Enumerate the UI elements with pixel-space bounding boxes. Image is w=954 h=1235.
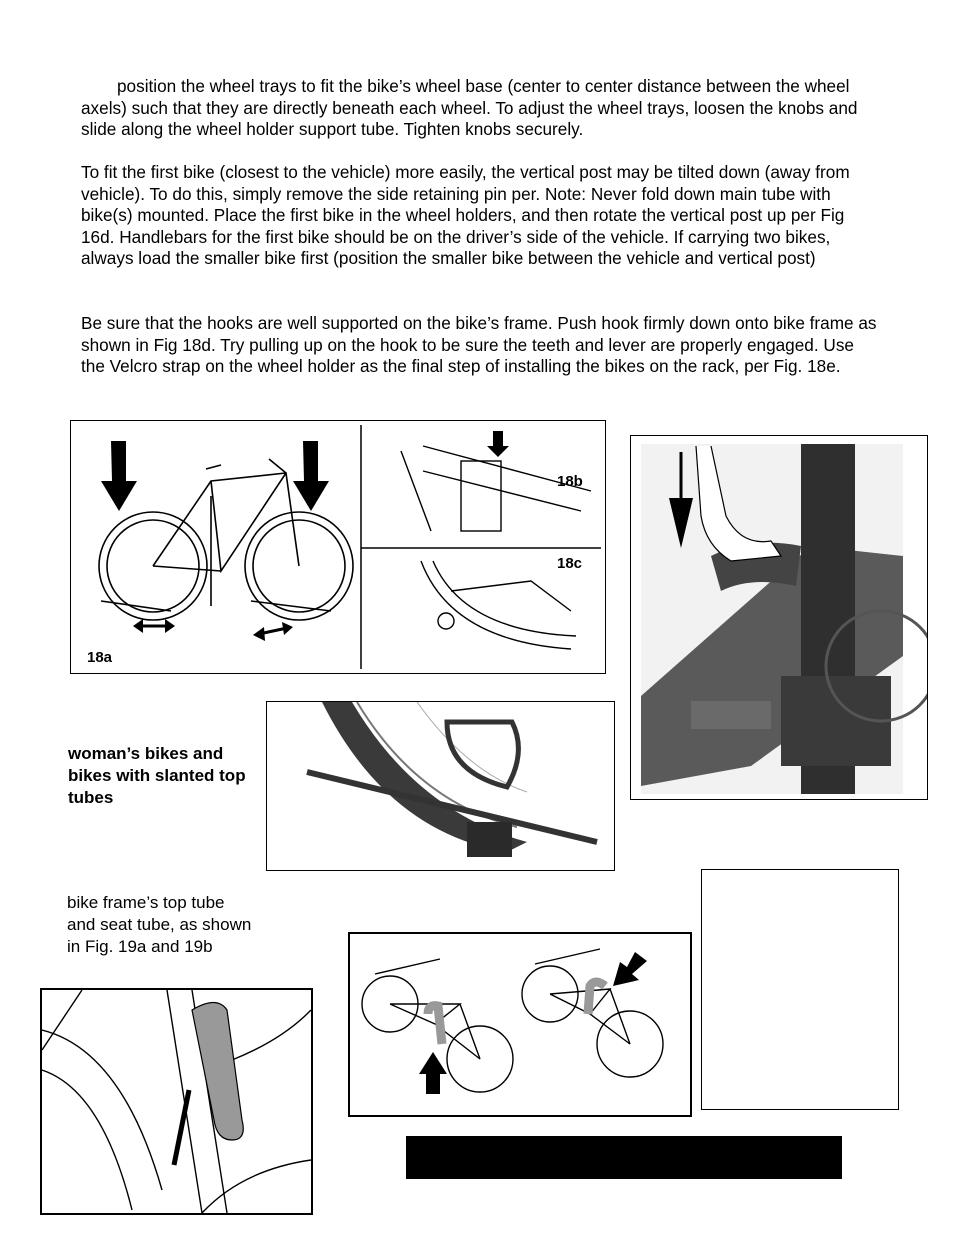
label-frame-tubes: bike frame’s top tube and seat tube, as shown in Fig. 19a and 19b: [67, 893, 252, 956]
figure-18-panel: [70, 420, 606, 674]
photo-wheel-illustration: [267, 702, 614, 870]
paragraph-hooks: Be sure that the hooks are well supported on the bike’s frame. Push hook firmly down onto bike frame as shown in Fig 18d. Try pulling up on the hook to be sure the teeth and lever are properly engaged. Use the Velcro strap on the wheel holder as the final step of installing the bikes on the rack, per Fig. 18e.: [81, 313, 877, 377]
figure-seat-tube-closeup: [40, 988, 313, 1215]
figure-19-illustration: [350, 934, 690, 1115]
black-banner: [406, 1136, 842, 1179]
figure-18c-label: 18c: [557, 555, 583, 572]
photo-hook-on-frame: [630, 435, 928, 800]
label-womans-bikes: woman’s bikes and bikes with slanted top tubes: [68, 744, 246, 807]
figure-18b-label: 18b: [557, 473, 583, 490]
photo-hook-illustration: [631, 436, 927, 799]
paragraph-wheel-trays: position the wheel trays to fit the bike’s wheel base (center to center distance between the wheel axels) such that they are directly beneath each wheel. To adjust the wheel trays, loosen the knobs and slide along the wheel holder support tube. Tighten knobs securely.: [81, 76, 858, 140]
figure-seat-tube-illustration: [42, 990, 311, 1213]
photo-wheel-cradle: [266, 701, 615, 871]
figure-18-illustration: [71, 421, 605, 673]
paragraph-first-bike: To fit the first bike (closest to the vehicle) more easily, the vertical post may be tilted down (away from vehicle). To do this, simply remove the side retaining pin per. Note: Never fold down main tube with bike(s) mounted. Place the first bike in the wheel holders, and then rotate the vertical post up per Fig 16d. Handlebars for the first bike should be on the driver’s side of the vehicle. If carrying two bikes, always load the smaller bike first (position the smaller bike between the vehicle and vertical post): [81, 162, 850, 269]
figure-19-bikes: [348, 932, 692, 1117]
figure-18a-label: 18a: [87, 649, 113, 666]
empty-figure-box: [701, 869, 899, 1110]
